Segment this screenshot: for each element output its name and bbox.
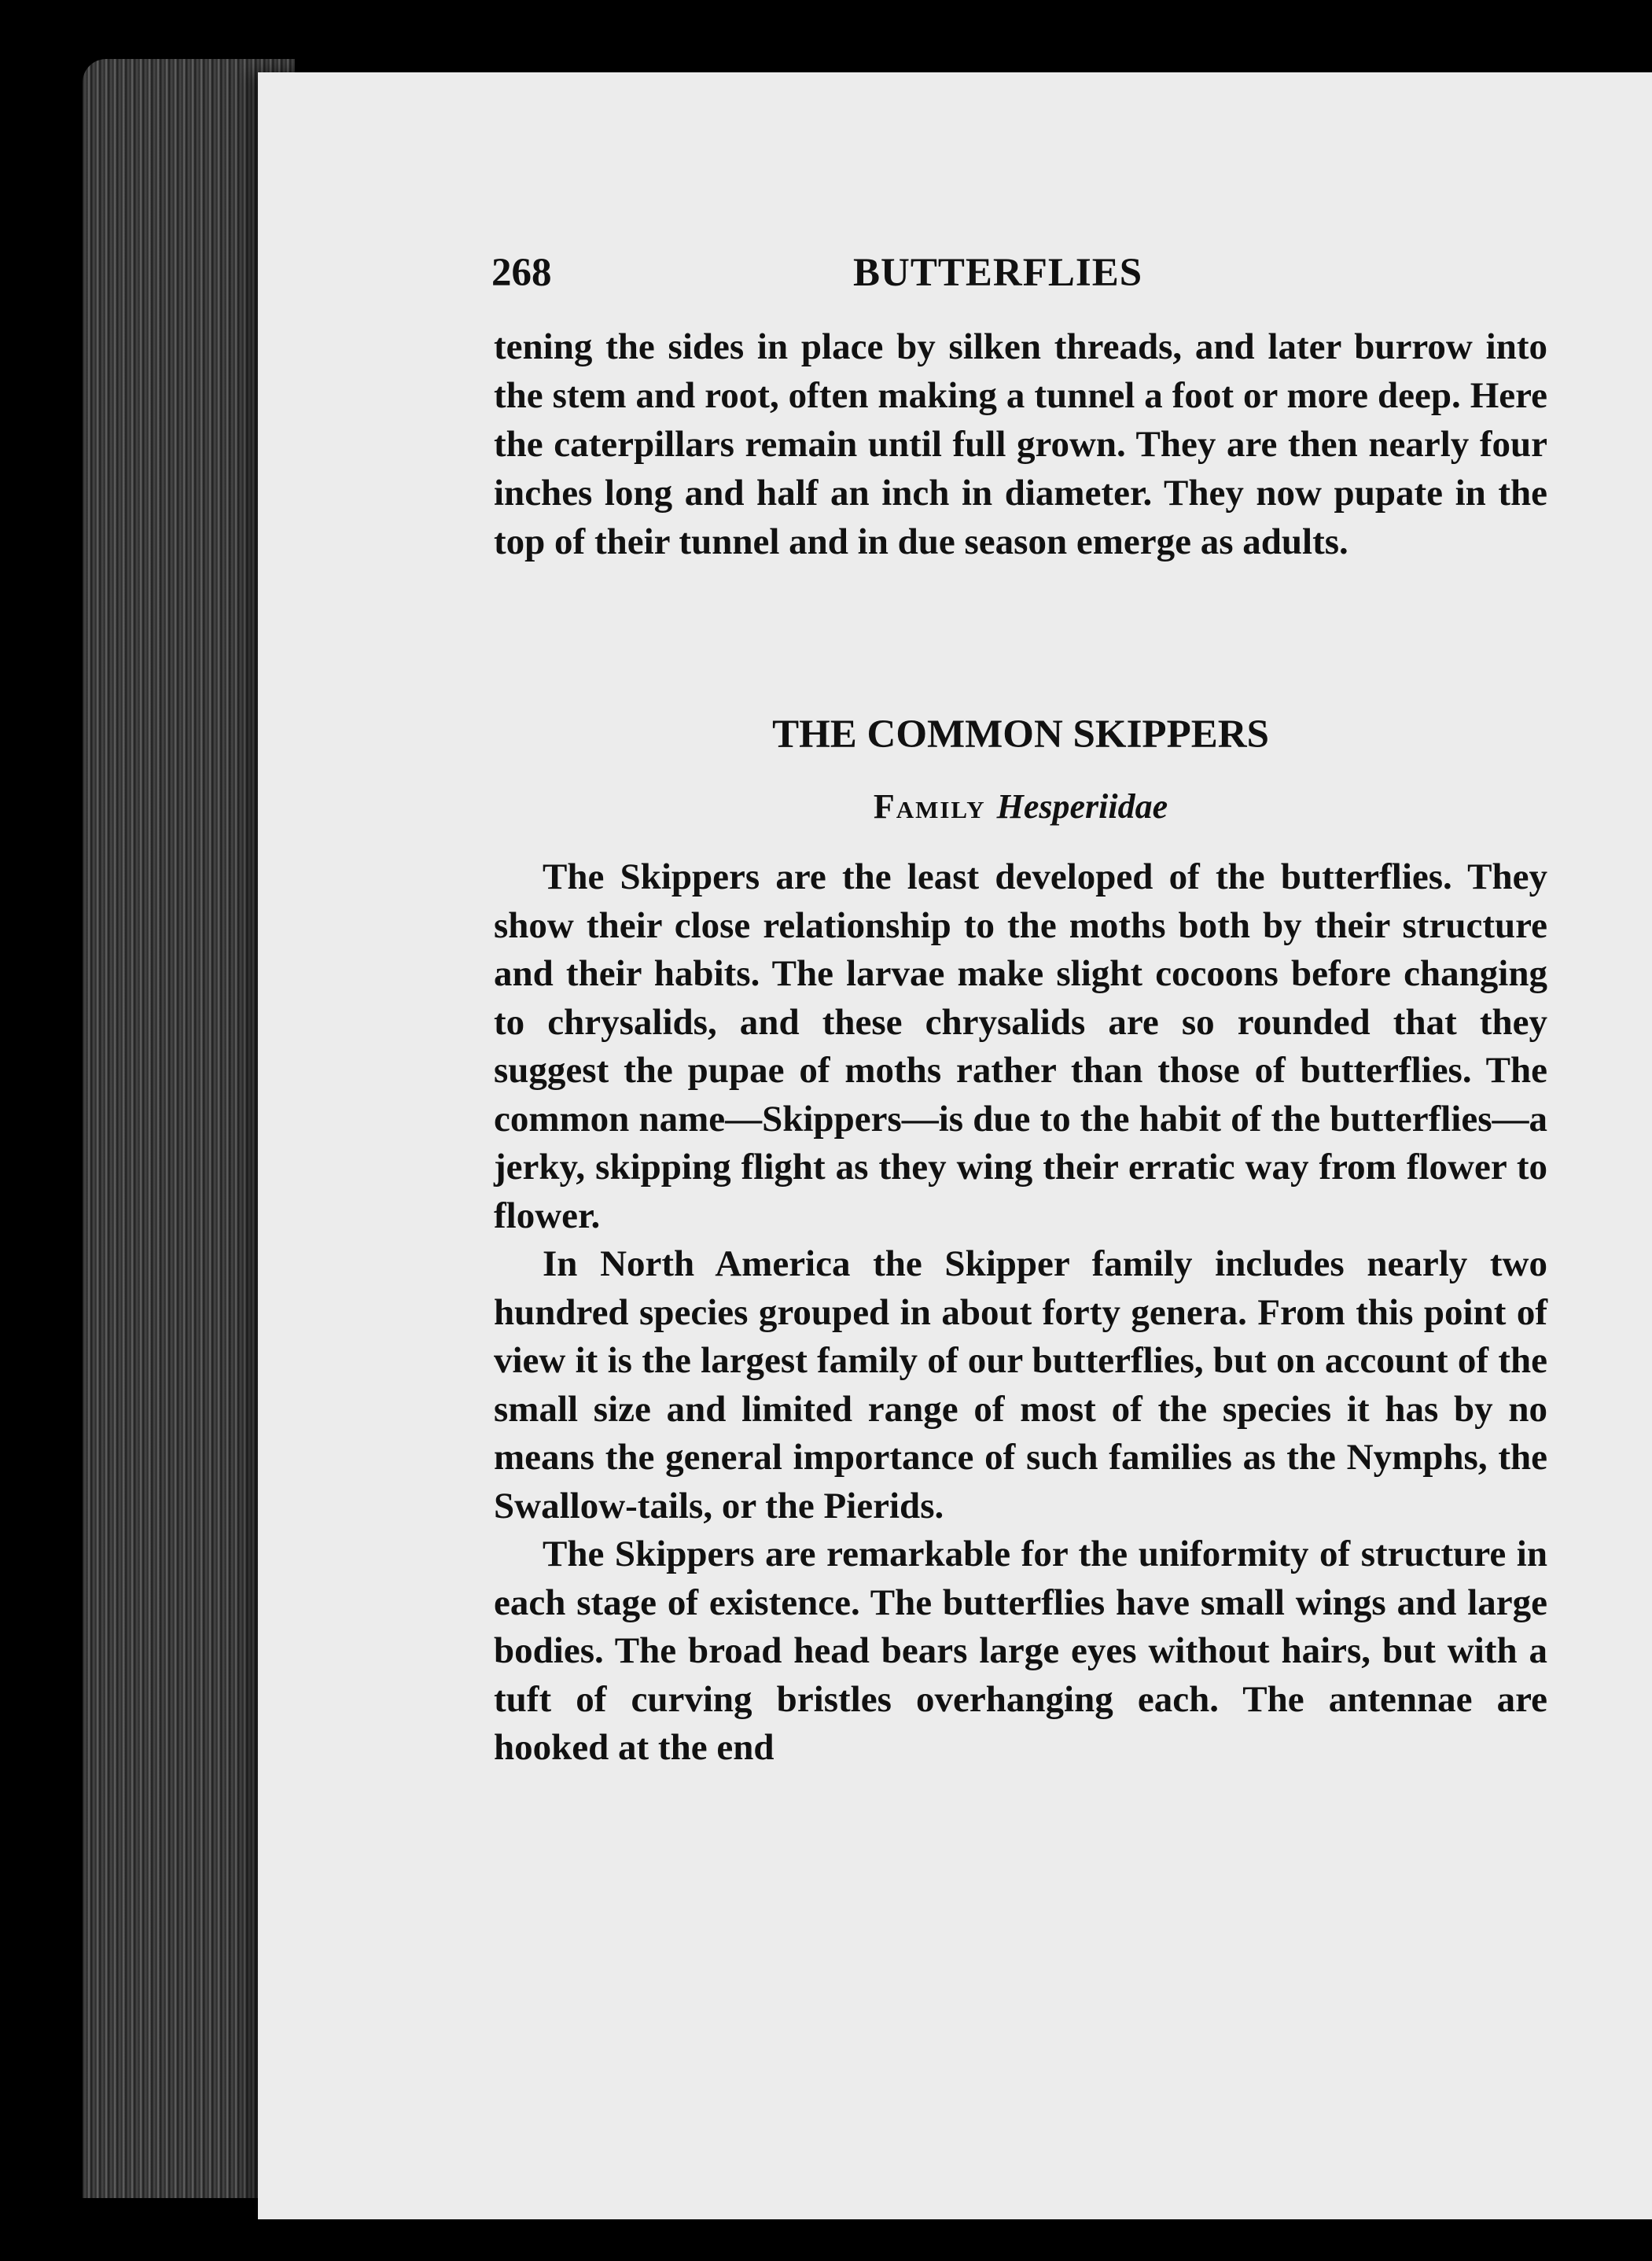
page-number: 268 (491, 251, 552, 295)
body-paragraph: The Skippers are remarkable for the uniformity of structure in each stage of existence. The butterflies have small wings and large bodies. The broad head bears large eyes without hairs, but with a tuft of curving bristles overhanging each. The antennae are hooked at the end (494, 1534, 1547, 1768)
body-paragraph: In North America the Skipper family includes nearly two hundred species grouped in about forty genera. From this point of view it is the largest family of our butterflies, but on account of the small size and limited range of most of the species it has by no means the general importance of such families as the Nymphs, the Swallow-tails, or the Pierids. (494, 1243, 1547, 1526)
section-body (494, 853, 1547, 1773)
continuation-paragraph: tening the sides in place by silken threads, and later burrow into the stem and root, often making a tunnel a foot or more deep. Here the caterpillars remain until full grown. They are then nearly four inches long and half an inch in diameter. They now pupate in the top of their tunnel and in due season emerge as adults. (494, 326, 1547, 562)
section-heading: THE COMMON SKIPPERS (772, 713, 1269, 757)
continuation-text (494, 322, 1547, 566)
family-label: Family (873, 787, 986, 826)
page-header (491, 250, 1545, 297)
body-paragraph: The Skippers are the least developed of the butterflies. They show their close relationship to the moths both by their structure and their habits. The larvae make slight cocoons before changing to chrysalids, and these chrysalids are so rounded that they suggest the pupae of moths rather than those of butterflies. The common name—Skippers—is due to the habit of the butterflies—a jerky, skipping flight as they wing their erratic way from flower to flower. (494, 856, 1547, 1236)
family-subheading (494, 786, 1547, 827)
family-name: Hesperiidae (996, 787, 1168, 826)
running-title: BUTTERFLIES (853, 251, 1143, 295)
